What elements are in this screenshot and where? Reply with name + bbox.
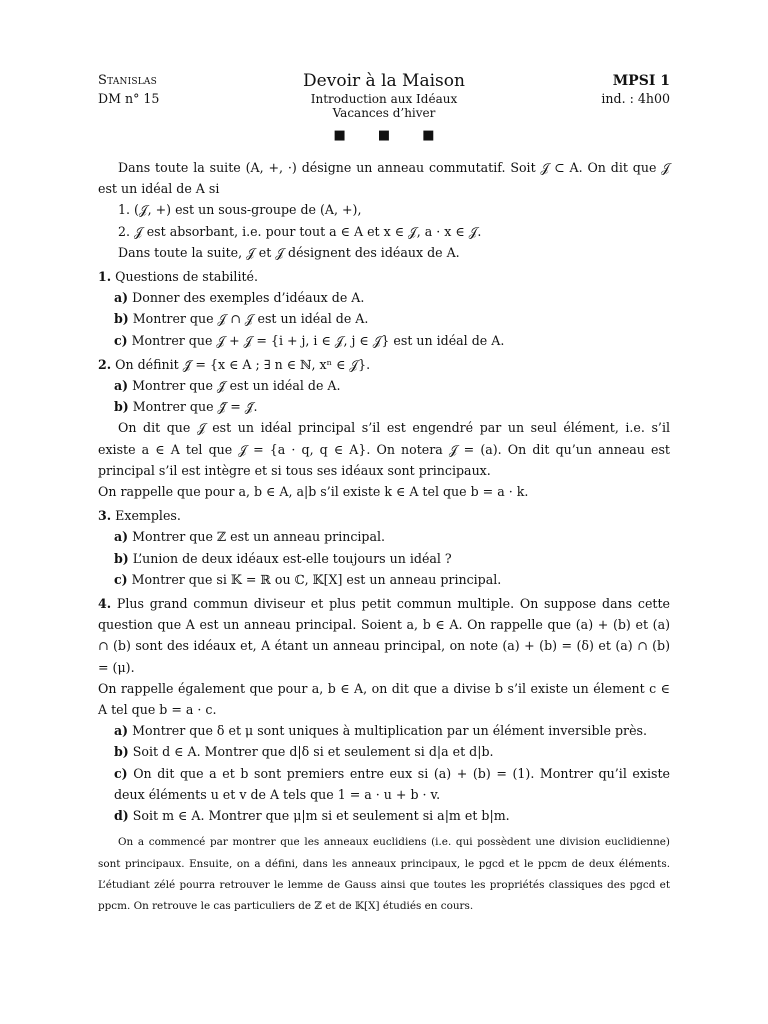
header-right xyxy=(601,72,670,108)
document-header xyxy=(98,70,670,145)
question-label: a) xyxy=(114,378,129,394)
duration: ind. : 4h00 xyxy=(601,91,670,106)
divisibility-reminder: On rappelle que pour a, b ∈ A, a|b s’il existe k ∈ A tel que b = a · k. xyxy=(98,484,529,500)
closing-note-text: On a commencé par montrer que les anneaux euclidiens (i.e. qui possèdent une division euclidienne) sont principaux. Ensuite, on a défini, dans les anneaux principaux, le pgcd et le ppcm de deux éléments. L’étudiant zélé pourra retrouver le lemme de Gauss ainsi que toutes les propriétés classiques des pgcd et ppcm. On retrouve le cas particuliers de ℤ et de 𝕂[X] étudiés en cours. xyxy=(98,836,670,912)
question-label: a) xyxy=(114,290,129,306)
section-title: Questions de stabilité. xyxy=(115,269,258,285)
question-text: Soit d ∈ A. Montrer que d|δ si et seulement si d|a et d|b. xyxy=(132,744,494,760)
question-label: c) xyxy=(114,332,128,348)
question-label: b) xyxy=(114,744,129,760)
section-1 xyxy=(98,266,670,351)
question-text: On dit que a et b sont premiers entre eux si (a) + (b) = (1). Montrer qu’il existe deux éléments u et v de A tels que 1 = a · u + b · v. xyxy=(114,765,670,802)
question-label: a) xyxy=(114,529,129,545)
question-text: Montrer que δ et μ sont uniques à multiplication par un élément inversible près. xyxy=(132,723,647,739)
section-number: 4. xyxy=(98,596,112,612)
section-number: 3. xyxy=(98,508,112,524)
closing-note xyxy=(98,832,670,917)
square-ornament: ■ ■ ■ xyxy=(333,128,449,143)
section-title: Exemples. xyxy=(115,508,181,524)
document-page xyxy=(98,70,670,917)
section-number: 2. xyxy=(98,356,112,372)
question-text: Montrer que ℤ est un anneau principal. xyxy=(132,529,386,545)
condition-1: 1. (𝒥, +) est un sous-groupe de (A, +), xyxy=(118,202,362,218)
question-label: d) xyxy=(114,808,129,824)
header-center xyxy=(98,70,670,143)
class-name: MPSI 1 xyxy=(612,73,670,89)
question-text: Montrer que 𝒥̃ est un idéal de A. xyxy=(132,378,341,394)
section-number: 1. xyxy=(98,269,112,285)
dm-number: DM n° 15 xyxy=(98,91,160,106)
question-text: Montrer que si 𝕂 = ℝ ou ℂ, 𝕂[X] est un anneau principal. xyxy=(131,571,502,587)
document-subtitle: Introduction aux Idéaux xyxy=(310,92,458,106)
document-period: Vacances d’hiver xyxy=(332,106,436,120)
question-label: b) xyxy=(114,399,129,415)
question-text: Soit m ∈ A. Montrer que μ|m si et seulement si a|m et b|m. xyxy=(132,808,510,824)
school-name: Stanislas xyxy=(98,73,157,88)
section-title: Plus grand commun diviseur et plus petit commun multiple. On suppose dans cette question que A est un anneau principal. Soient a, b ∈ A. On rappelle que (a) + (b) et (a) ∩ (b) sont des idéaux et, A étant un anneau principal, on note (a) + (b) = (δ) et (a) ∩ (b) = (μ). xyxy=(98,596,670,675)
section-3 xyxy=(98,505,670,590)
intro-paragraph-2: Dans toute la suite, 𝒥 et 𝒥 désignent des idéaux de A. xyxy=(118,244,460,260)
condition-2: 2. 𝒥 est absorbant, i.e. pour tout a ∈ A et x ∈ 𝒥, a · x ∈ 𝒥. xyxy=(118,223,482,239)
question-text: Donner des exemples d’idéaux de A. xyxy=(132,290,365,306)
question-text: Montrer que 𝒥 ∩ 𝒥 est un idéal de A. xyxy=(132,311,369,327)
question-label: c) xyxy=(114,765,128,781)
intro-paragraph: Dans toute la suite (A, +, ·) désigne un anneau commutatif. Soit 𝒥 ⊂ A. On dit que 𝒥 est un idéal de A si xyxy=(98,160,670,197)
section-title: On définit 𝒥̃ = {x ∈ A ; ∃ n ∈ ℕ, xⁿ ∈ 𝒥}. xyxy=(115,356,371,372)
question-label: a) xyxy=(114,723,129,739)
intro-section xyxy=(98,157,670,263)
question-label: b) xyxy=(114,311,129,327)
principal-ideal-definition: On dit que 𝒥 est un idéal principal s’il est engendré par un seul élément, i.e. s’il existe a ∈ A tel que 𝒥 = {a · q, q ∈ A}. On notera 𝒥 = (a). On dit qu’un anneau est principal s’il est intègre et si tous ses idéaux sont principaux. xyxy=(98,420,670,478)
section-4 xyxy=(98,593,670,826)
question-text: Montrer que 𝒥̃̃ = 𝒥̃. xyxy=(132,399,258,415)
divides-reminder: On rappelle également que pour a, b ∈ A, on dit que a divise b s’il existe un élement c ∈ A tel que b = a · c. xyxy=(98,680,670,718)
question-text: L’union de deux idéaux est-elle toujours un idéal ? xyxy=(132,550,452,566)
question-label: b) xyxy=(114,550,129,566)
question-text: Montrer que 𝒥 + 𝒥 = {i + j, i ∈ 𝒥, j ∈ 𝒥} est un idéal de A. xyxy=(131,332,505,348)
question-label: c) xyxy=(114,571,128,587)
document-title: Devoir à la Maison xyxy=(303,71,465,91)
section-2 xyxy=(98,354,670,502)
